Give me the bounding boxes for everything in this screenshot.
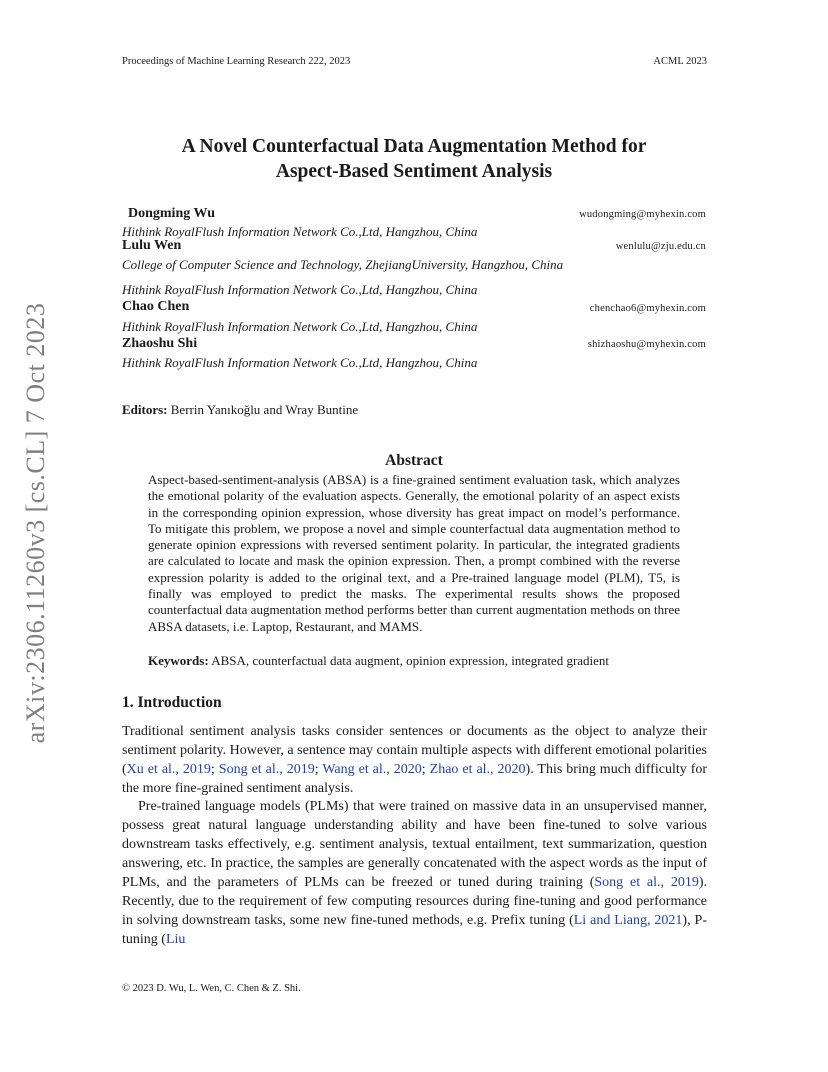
editors-line	[122, 402, 358, 418]
running-header-right: ACML 2023	[653, 56, 707, 67]
citation-link[interactable]: Wang et al., 2020	[322, 762, 422, 777]
author-affiliation: Hithink RoyalFlush Information Network Co.,Ltd, Hangzhou, China	[122, 282, 478, 297]
separator: ;	[314, 762, 323, 777]
author-name: Dongming Wu	[128, 206, 216, 221]
paragraph-text: Pre-trained language models (PLMs) that were trained on massive data in an unsupervised manner, possess great natural language understanding ability and have been fine-tuned to solve various downstream tasks effectively, e.g. sentiment analysis, textual entailment, text summarization, question answering, etc. In practice, the samples are generally concatenated with the aspect words as the input of PLMs, and the parameters of PLMs can be freezed or tuned during training (	[122, 799, 707, 890]
paragraph-text: ). Recently, due to the requirement of few computing resources during fine-tuning and good performance in solving downstream tasks, some new fine-tuned methods, e.g. Prefix tuning (	[122, 875, 708, 928]
arxiv-stamp-text: arXiv:2306.11260v3 [cs.CL] 7 Oct 2023	[21, 302, 50, 744]
citation-link[interactable]: Song et al., 2019	[218, 762, 315, 777]
author-name: Chao Chen	[122, 299, 190, 314]
citation-link[interactable]: Zhao et al., 2020	[429, 762, 526, 777]
citation-link[interactable]: Song et al., 2019	[594, 875, 699, 890]
author-email[interactable]: wudongming@myhexin.com	[579, 209, 706, 220]
paragraph-text: ). This bring much difficulty for the more fine-grained sentiment analysis.	[122, 762, 708, 796]
intro-paragraph-1	[122, 722, 707, 798]
editors-label: Editors:	[122, 402, 168, 417]
author-name: Zhaoshu Shi	[122, 336, 198, 351]
paragraph-text: Traditional sentiment analysis tasks consider sentences or documents as the object to analyze their sentiment polarity. However, a sentence may contain multiple aspects with different emotional polarities (	[122, 724, 707, 777]
citation-link[interactable]: Li and Liang, 2021	[573, 913, 683, 928]
author-affiliation: College of Computer Science and Technology, ZhejiangUniversity, Hangzhou, China	[122, 257, 564, 272]
running-header-left: Proceedings of Machine Learning Research 222, 2023	[122, 56, 351, 67]
citation-link[interactable]: Liu	[165, 932, 186, 947]
paragraph-text: ), P-tuning (	[122, 913, 707, 947]
intro-paragraph-2	[122, 797, 707, 949]
abstract-heading: Abstract	[385, 452, 443, 469]
author-email[interactable]: wenlulu@zju.edu.cn	[615, 241, 706, 252]
author-name: Lulu Wen	[122, 238, 182, 253]
author-affiliation: Hithink RoyalFlush Information Network Co.,Ltd, Hangzhou, China	[122, 319, 478, 334]
title-line-2: Aspect-Based Sentiment Analysis	[275, 161, 553, 182]
author-email[interactable]: chenchao6@myhexin.com	[589, 303, 706, 314]
author-affiliation: Hithink RoyalFlush Information Network Co.,Ltd, Hangzhou, China	[122, 224, 478, 239]
separator: ;	[421, 762, 430, 777]
title-line-1: A Novel Counterfactual Data Augmentation Method for	[181, 136, 647, 157]
author-email[interactable]: shizhaoshu@myhexin.com	[587, 339, 706, 350]
paper-title	[0, 134, 828, 184]
keywords-text: ABSA, counterfactual data augment, opinion expression, integrated gradient	[211, 653, 610, 668]
section-heading: 1. Introduction	[122, 694, 222, 711]
author-affiliation: Hithink RoyalFlush Information Network Co.,Ltd, Hangzhou, China	[122, 355, 478, 370]
editors-names: Berrin Yanıkoğlu and Wray Buntine	[170, 402, 359, 417]
abstract-text: Aspect-based-sentiment-analysis (ABSA) is a fine-grained sentiment evaluation task, which analyzes the emotional polarity of the evaluation aspects. Generally, the emotional polarity of an aspect exists in the corresponding opinion expression, whose diversity has great impact on model’s performance. To mitigate this problem, we propose a novel and simple counterfactual data augmentation method to generate opinion expressions with reversed sentiment polarity. In particular, the integrated gradients are calculated to locate and mask the opinion expression. Then, a prompt combined with the reverse expression polarity is added to the original text, and a Pre-trained language model (PLM), T5, is finally was employed to predict the masks. The experimental results shows the proposed counterfactual data augmentation method performs better than current augmentation methods on three ABSA datasets, i.e. Laptop, Restaurant, and MAMS.	[148, 472, 680, 634]
keywords-label: Keywords:	[148, 653, 209, 668]
copyright-footer: © 2023 D. Wu, L. Wen, C. Chen & Z. Shi.	[122, 983, 301, 994]
keywords-line	[148, 653, 688, 669]
citation-link[interactable]: Xu et al., 2019	[126, 762, 211, 777]
separator: ;	[210, 762, 219, 777]
